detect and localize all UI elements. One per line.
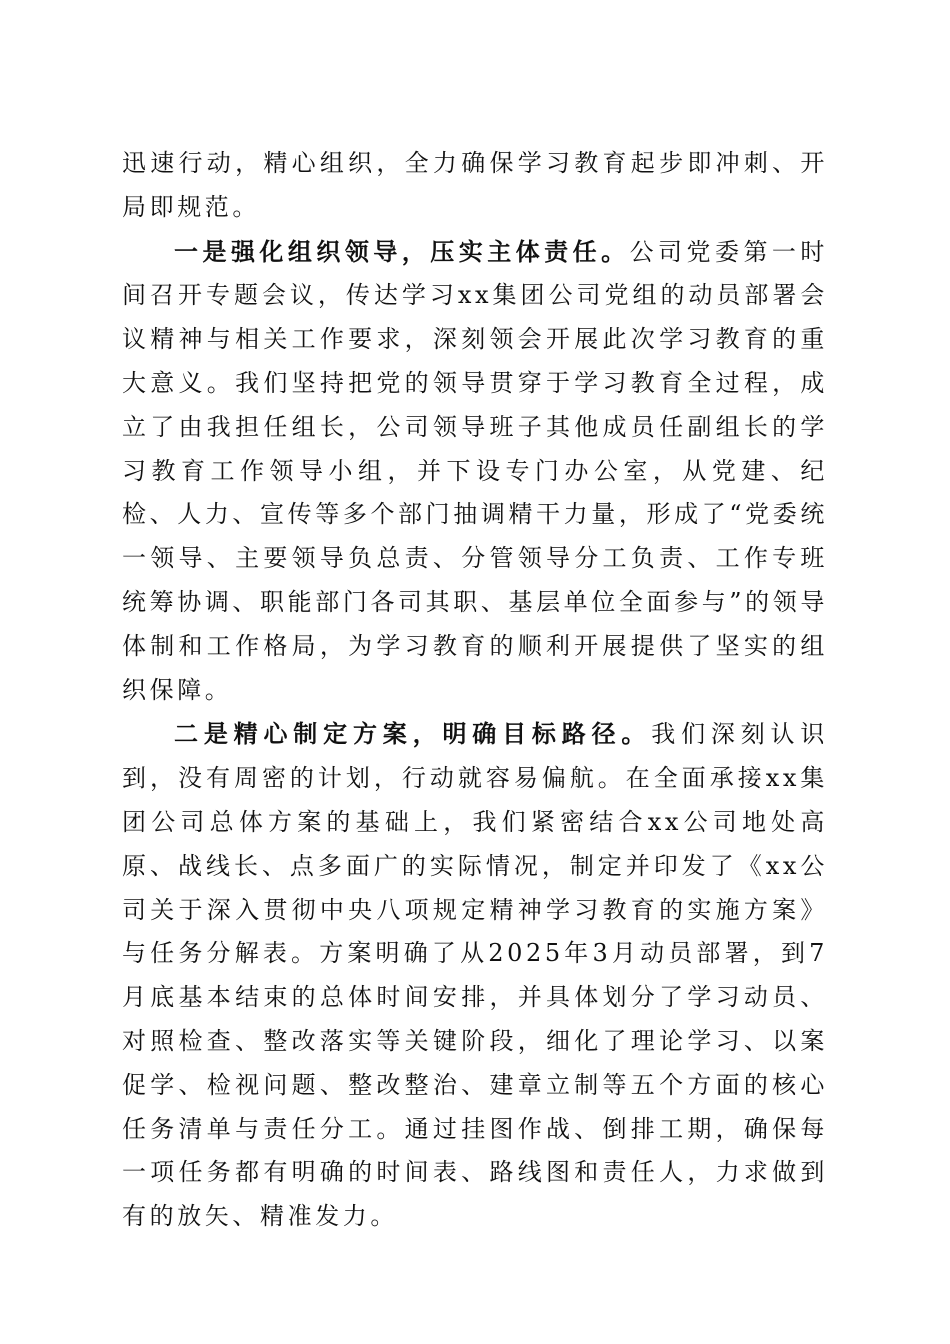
paragraph-lead-heading: 一是强化组织领导，压实主体责任。	[174, 236, 630, 266]
paragraph-lead-heading: 二是精心制定方案，明确目标路径。	[174, 719, 652, 749]
paragraph-text: 公司党委第一时间召开专题会议，传达学习xx集团公司党组的动员部署会议精神与相关工作要求，深刻领会开展此次学习教育的重大意义。我们坚持把党的领导贯穿于学习教育全过程，成立了由我担任组长，公司领导班子其他成员任副组长的学习教育工作领导小组，并下设专门办公室，从党建、纪检、人力、宣传等多个部门抽调精干力量，形成了“党委统一领导、主要领导负总责、分管领导分工负责、工作专班统筹协调、职能部门各司其职、基层单位全面参与”的领导体制和工作格局，为学习教育的顺利开展提供了坚实的组织保障。	[122, 237, 828, 704]
paragraph-continuation	[122, 142, 828, 230]
paragraph-text: 我们深刻认识到，没有周密的计划，行动就容易偏航。在全面承接xx集团公司总体方案的基础上，我们紧密结合xx公司地处高原、战线长、点多面广的实际情况，制定并印发了《xx公司关于深入贯彻中央八项规定精神学习教育的实施方案》与任务分解表。方案明确了从2025年3月动员部署，到7月底基本结束的总体时间安排，并具体划分了学习动员、对照检查、整改落实等关键阶段，细化了理论学习、以案促学、检视问题、整改整治、建章立制等五个方面的核心任务清单与责任分工。通过挂图作战、倒排工期，确保每一项任务都有明确的时间表、路线图和责任人，力求做到有的放矢、精准发力。	[122, 720, 828, 1231]
paragraph-text: 迅速行动，精心组织，全力确保学习教育起步即冲刺、开局即规范。	[122, 149, 828, 221]
paragraph-organization-leadership	[122, 230, 828, 713]
paragraph-plan-formulation	[122, 712, 828, 1239]
document-body	[122, 142, 828, 1239]
